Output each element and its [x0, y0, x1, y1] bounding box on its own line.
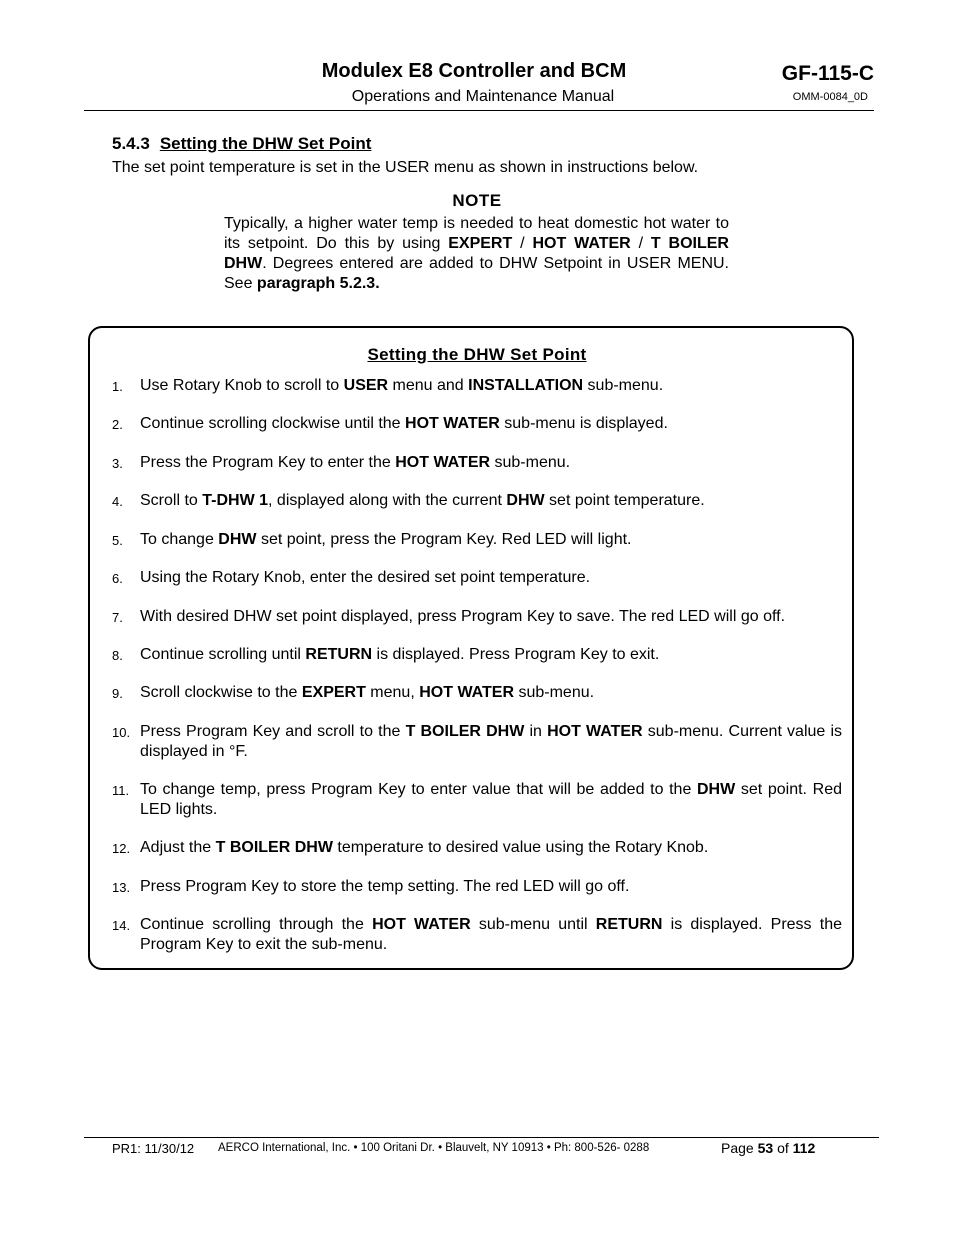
- bold-term: HOT WATER: [532, 235, 631, 252]
- page-label: Page: [721, 1140, 754, 1156]
- bold-term: T BOILER DHW: [405, 723, 525, 740]
- procedure-step: [112, 645, 842, 665]
- footer-revision: PR1: 11/30/12: [112, 1141, 195, 1156]
- text-run: Scroll to: [140, 492, 203, 509]
- bold-term: T BOILER DHW: [224, 235, 729, 272]
- bold-term: HOT WATER: [547, 723, 643, 740]
- step-number: 13.: [112, 880, 131, 895]
- step-number: 12.: [112, 841, 131, 856]
- step-text: [140, 568, 842, 588]
- text-run: temperature to desired value using the Rotary Knob.: [332, 839, 709, 856]
- procedure-step: [112, 722, 842, 762]
- text-run: Typically, a higher water temp is needed to heat domestic hot water to its setpoint. Do this by using: [224, 215, 729, 252]
- text-run: Continue scrolling clockwise until the: [140, 415, 406, 432]
- text-run: menu,: [365, 684, 420, 701]
- step-text: [140, 414, 842, 434]
- section-number: 5.4.3: [112, 134, 150, 153]
- header-title: Modulex E8 Controller and BCM: [321, 60, 627, 82]
- procedure-step: [112, 453, 842, 473]
- text-run: Press Program Key to store the temp setting. The red LED will go off.: [140, 878, 630, 895]
- procedure-step: [112, 491, 842, 511]
- step-text: [140, 453, 842, 473]
- bold-term: T-DHW 1: [202, 492, 269, 509]
- section-title: Setting the DHW Set Point: [159, 134, 372, 153]
- text-run: set point. Red LED lights.: [140, 781, 842, 818]
- step-text: [140, 607, 842, 627]
- text-run: To change: [140, 531, 219, 548]
- text-run: set point, press the Program Key. Red LED will light.: [256, 531, 632, 548]
- bold-term: USER: [343, 377, 389, 394]
- procedure-step: [112, 915, 842, 955]
- text-run: Press Program Key and scroll to the: [140, 723, 406, 740]
- bold-term: EXPERT: [448, 235, 513, 252]
- step-number: 6.: [112, 571, 123, 586]
- text-run: sub-menu until: [470, 916, 596, 933]
- text-run: With desired DHW set point displayed, press Program Key to save. The red LED will go off.: [140, 608, 786, 625]
- bold-term: T BOILER DHW: [215, 839, 333, 856]
- step-number: 11.: [112, 783, 130, 798]
- step-text: [140, 838, 842, 858]
- footer-page: [721, 1140, 815, 1156]
- step-number: 8.: [112, 648, 123, 663]
- bold-term: paragraph 5.2.3.: [256, 275, 380, 292]
- procedure-title: Setting the DHW Set Point: [367, 345, 587, 364]
- text-run: menu and: [388, 377, 469, 394]
- procedure-step: [112, 607, 842, 627]
- step-text: [140, 877, 842, 897]
- procedure-step: [112, 683, 842, 703]
- step-text: [140, 915, 842, 955]
- procedure-step: [112, 780, 842, 820]
- footer-rule: [84, 1137, 879, 1138]
- text-run: in: [524, 723, 548, 740]
- bold-term: DHW: [218, 531, 257, 548]
- bold-term: EXPERT: [301, 684, 366, 701]
- bold-term: HOT WATER: [372, 916, 471, 933]
- procedure-step: [112, 376, 842, 396]
- bold-term: HOT WATER: [405, 415, 500, 432]
- procedure-step: [112, 838, 842, 858]
- procedure-step: [112, 530, 842, 550]
- text-run: . Degrees entered are added to DHW Setpoint in USER MENU. See: [224, 255, 729, 292]
- bold-term: RETURN: [595, 916, 663, 933]
- step-text: [140, 530, 842, 550]
- procedure-step: [112, 877, 842, 897]
- text-run: To change temp, press Program Key to enter value that will be added to the: [140, 781, 697, 798]
- step-number: 2.: [112, 417, 123, 432]
- step-text: [140, 491, 842, 511]
- text-run: sub-menu.: [490, 454, 571, 471]
- text-run: Continue scrolling until: [140, 646, 306, 663]
- text-run: set point temperature.: [544, 492, 705, 509]
- text-run: , displayed along with the current: [268, 492, 507, 509]
- text-run: Press the Program Key to enter the: [140, 454, 396, 471]
- bold-term: HOT WATER: [419, 684, 515, 701]
- text-run: Using the Rotary Knob, enter the desired set point temperature.: [140, 569, 591, 586]
- page-total: 112: [792, 1140, 816, 1156]
- text-run: /: [512, 235, 533, 252]
- step-number: 14.: [112, 918, 131, 933]
- header-subtitle: Operations and Maintenance Manual: [351, 88, 615, 105]
- text-run: Scroll clockwise to the: [140, 684, 302, 701]
- step-text: [140, 683, 842, 703]
- omm-code: OMM-0084_0D: [792, 91, 868, 103]
- document-code: GF-115-C: [781, 62, 874, 85]
- step-number: 10.: [112, 725, 131, 740]
- of-label: of: [777, 1140, 789, 1156]
- procedure-step: [112, 568, 842, 588]
- text-run: Use Rotary Knob to scroll to: [140, 377, 344, 394]
- text-run: Adjust the: [140, 839, 216, 856]
- text-run: sub-menu. Current value is displayed in °F.: [140, 723, 843, 760]
- step-text: [140, 645, 842, 665]
- page-number: 53: [757, 1140, 774, 1156]
- bold-term: INSTALLATION: [468, 377, 584, 394]
- section-intro: The set point temperature is set in the USER menu as shown in instructions below.: [112, 159, 699, 176]
- step-number: 4.: [112, 494, 123, 509]
- footer-company: AERCO International, Inc. • 100 Oritani Dr. • Blauvelt, NY 10913 • Ph: 800-526- 0288: [218, 1142, 650, 1154]
- text-run: is displayed. Press the Program Key to exit the sub-menu.: [140, 916, 842, 953]
- step-number: 9.: [112, 686, 123, 701]
- text-run: /: [630, 235, 651, 252]
- step-number: 3.: [112, 456, 123, 471]
- text-run: Continue scrolling through the: [140, 916, 373, 933]
- text-run: is displayed. Press Program Key to exit.: [372, 646, 660, 663]
- step-text: [140, 376, 842, 396]
- step-number: 7.: [112, 610, 123, 625]
- text-run: sub-menu is displayed.: [499, 415, 668, 432]
- text-run: sub-menu.: [514, 684, 595, 701]
- bold-term: DHW: [506, 492, 545, 509]
- procedure-step: [112, 414, 842, 434]
- bold-term: DHW: [697, 781, 736, 798]
- step-number: 5.: [112, 533, 123, 548]
- step-text: [140, 722, 842, 762]
- bold-term: HOT WATER: [395, 454, 491, 471]
- note-title: NOTE: [452, 191, 502, 210]
- step-number: 1.: [112, 379, 123, 394]
- bold-term: RETURN: [305, 646, 373, 663]
- text-run: sub-menu.: [583, 377, 664, 394]
- step-text: [140, 780, 842, 820]
